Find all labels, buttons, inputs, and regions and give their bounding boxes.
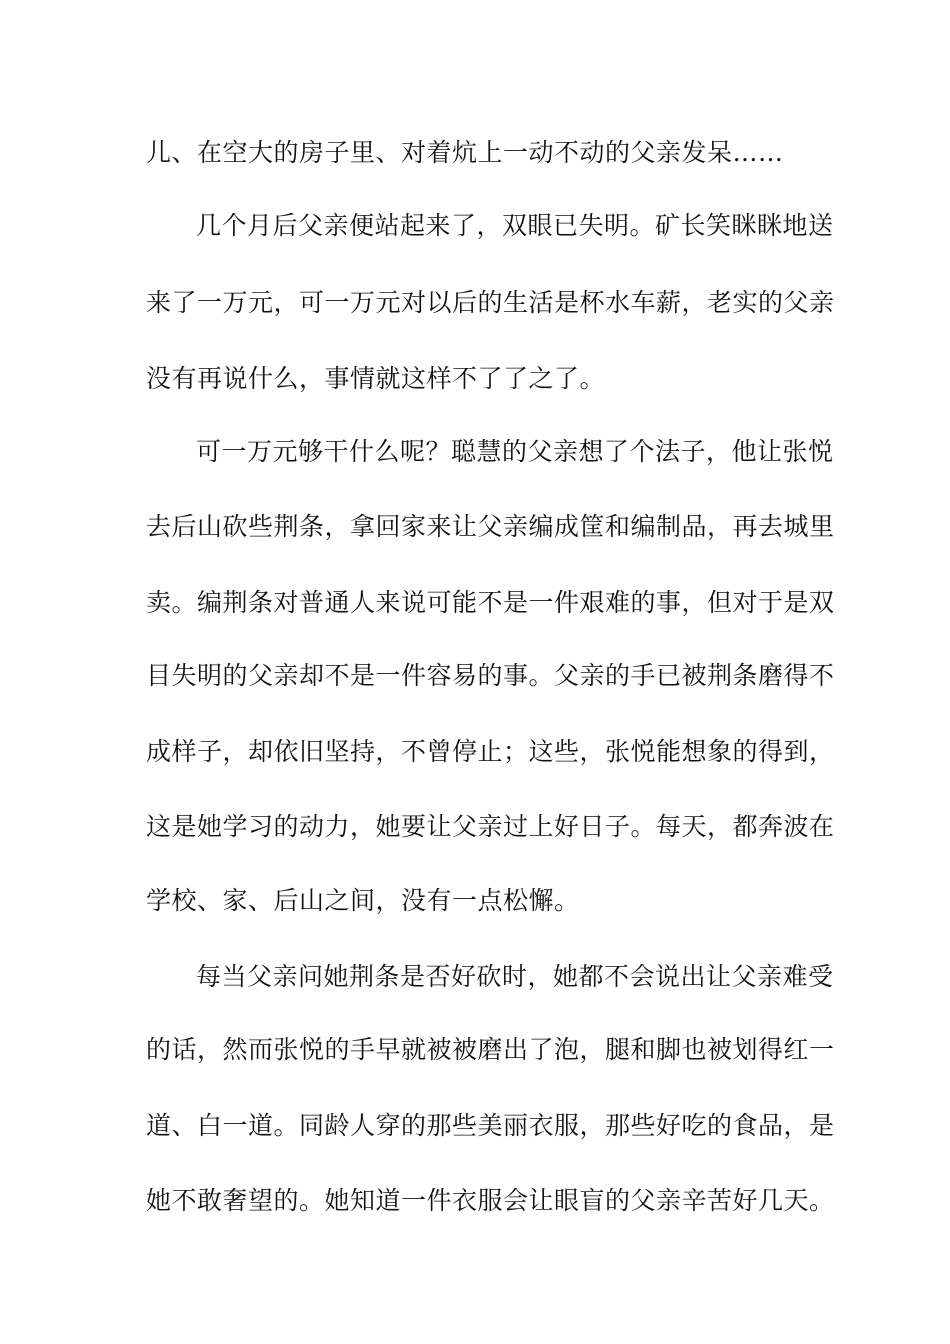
text-line: 目失明的父亲却不是一件容易的事。父亲的手已被荆条磨得不 <box>146 661 835 690</box>
text-line: 去后山砍些荆条，拿回家来让父亲编成筐和编制品，再去城里 <box>146 512 835 541</box>
text-line: 儿、在空大的房子里、对着炕上一动不动的父亲发呆…… <box>146 138 784 167</box>
text-line: 没有再说什么，事情就这样不了了之了。 <box>146 364 606 393</box>
text-line: 道、白一道。同龄人穿的那些美丽衣服，那些好吃的食品，是 <box>146 1111 835 1140</box>
paragraph-first-line: 可一万元够干什么呢？聪慧的父亲想了个法子，他让张悦 <box>196 437 834 466</box>
paragraph-first-line: 每当父亲问她荆条是否好砍时，她都不会说出让父亲难受 <box>196 962 834 991</box>
text-line: 这是她学习的动力，她要让父亲过上好日子。每天，都奔波在 <box>146 812 835 841</box>
paragraph-first-line: 几个月后父亲便站起来了，双眼已失明。矿长笑眯眯地送 <box>196 211 834 240</box>
text-line: 学校、家、后山之间，没有一点松懈。 <box>146 886 580 915</box>
text-line: 卖。编荆条对普通人来说可能不是一件艰难的事，但对于是双 <box>146 588 835 617</box>
text-line: 成样子，却依旧坚持，不曾停止；这些，张悦能想象的得到， <box>146 737 835 766</box>
text-line: 来了一万元，可一万元对以后的生活是杯水车薪，老实的父亲 <box>146 288 835 317</box>
text-line: 她不敢奢望的。她知道一件衣服会让眼盲的父亲辛苦好几天。 <box>146 1186 835 1215</box>
text-line: 的话，然而张悦的手早就被被磨出了泡，腿和脚也被划得红一 <box>146 1035 835 1064</box>
